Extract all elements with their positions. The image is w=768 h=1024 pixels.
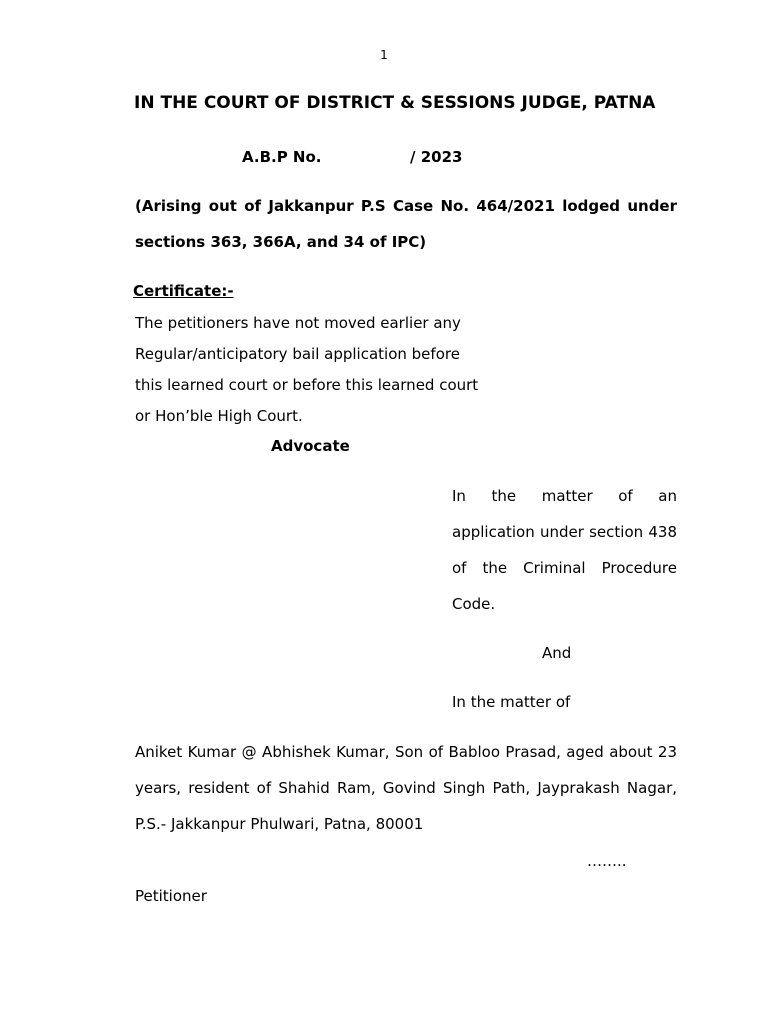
certificate-line: The petitioners have not moved earlier any: [135, 314, 461, 332]
certificate-line: or Hon’ble High Court.: [135, 407, 303, 425]
petitioner-details: [135, 742, 677, 850]
petitioner-detail-line: Aniket Kumar @ Abhishek Kumar, Son of Babloo Prasad, aged about 23: [135, 743, 677, 761]
matter-paragraph: [452, 486, 677, 630]
page-number: 1: [380, 48, 388, 62]
petitioner-label: Petitioner: [135, 887, 207, 905]
certificate-line: this learned court or before this learned court: [135, 376, 479, 394]
certificate-heading: Certificate:-: [133, 282, 234, 300]
matter-line: In the matter of an: [452, 487, 677, 505]
petitioner-detail-line: years, resident of Shahid Ram, Govind Singh Path, Jayprakash Nagar,: [135, 779, 677, 797]
arising-line-2: sections 363, 366A, and 34 of IPC): [135, 233, 427, 251]
advocate-signatory: Advocate: [271, 437, 350, 455]
court-title: IN THE COURT OF DISTRICT & SESSIONS JUDGE, PATNA: [134, 93, 656, 113]
arising-out-of-paragraph: [135, 196, 677, 268]
matter-line: of the Criminal Procedure: [452, 559, 677, 577]
arising-line-1: (Arising out of Jakkanpur P.S Case No. 464/2021 lodged under: [135, 197, 677, 215]
in-the-matter-of: In the matter of: [452, 693, 571, 711]
petitioner-detail-line: P.S.- Jakkanpur Phulwari, Patna, 80001: [135, 815, 424, 833]
and-conjunction: And: [542, 644, 572, 662]
matter-line: Code.: [452, 595, 496, 613]
ellipsis-dots: ……..: [587, 852, 627, 870]
case-number-label: A.B.P No.: [242, 148, 322, 166]
matter-line: application under section 438: [452, 523, 677, 541]
certificate-body: [135, 313, 478, 437]
certificate-line: Regular/anticipatory bail application before: [135, 345, 460, 363]
case-number-year: / 2023: [410, 148, 463, 166]
